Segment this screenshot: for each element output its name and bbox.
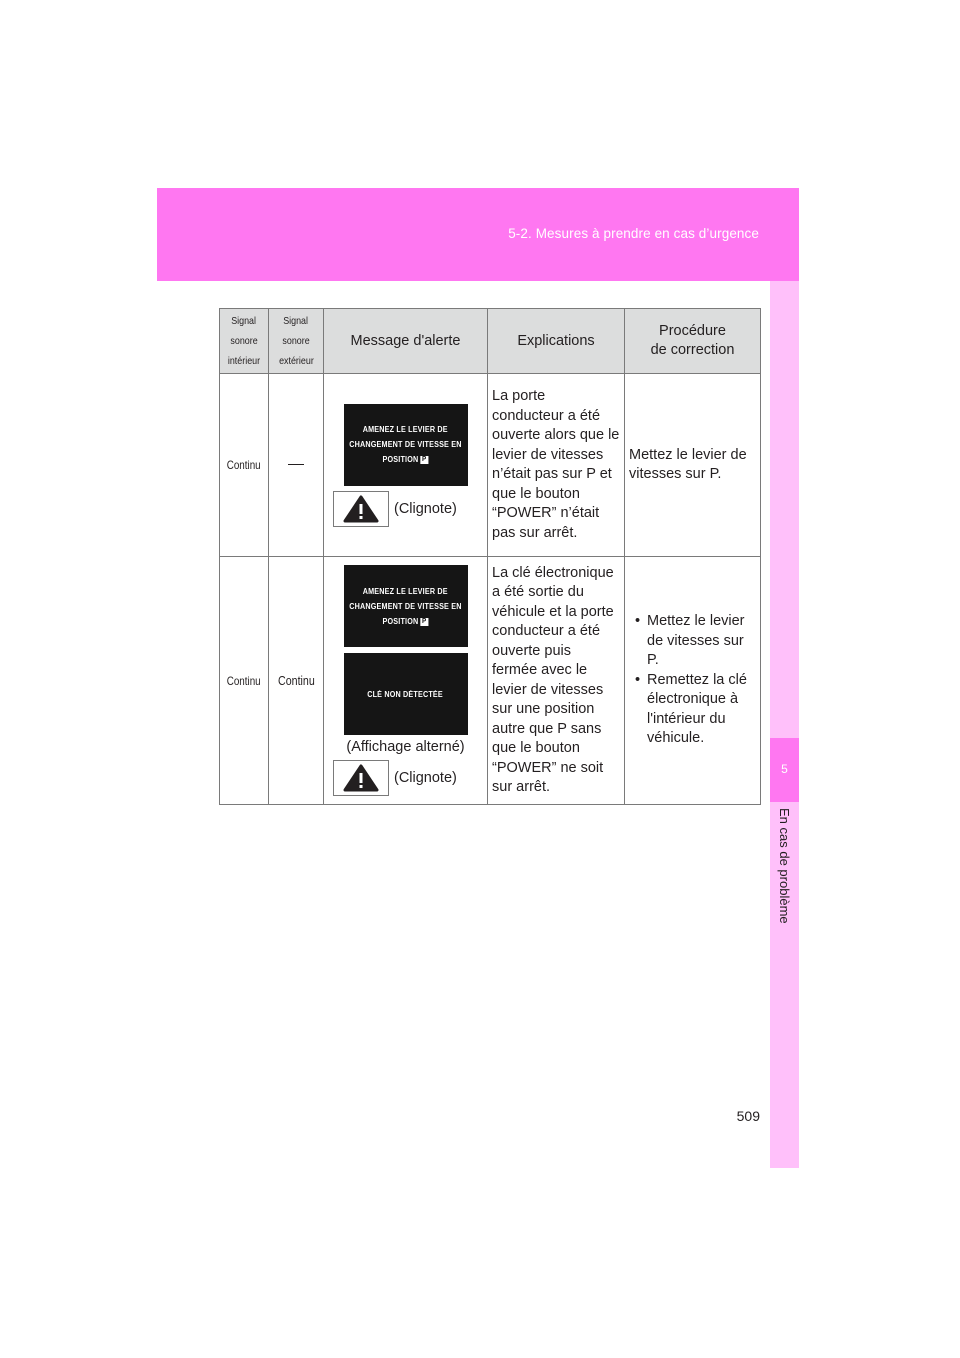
- header-warning-message: Message d'alerte: [324, 309, 488, 374]
- warning-triangle-icon: [342, 494, 380, 524]
- header-explanations: Explications: [488, 309, 625, 374]
- table-header-row: [220, 309, 761, 374]
- side-tab: [770, 281, 799, 1168]
- header-band: [157, 188, 799, 281]
- display-screen: AMENEZ LE LEVIER DE CHANGEMENT DE VITESSE EN POSITION P: [344, 404, 468, 486]
- header-procedure: Procédure de correction: [625, 309, 761, 374]
- explanation-cell: La porte conducteur a été ouverte alors que le levier de vitesses n’était pas sur P et que le bouton “POWER” n’était pas sur arrêt.: [488, 374, 625, 557]
- side-tab-active-chapter[interactable]: [770, 738, 799, 802]
- table-row: [220, 374, 761, 557]
- alert-table: [219, 308, 761, 805]
- warning-indicator-box: [333, 491, 389, 527]
- display-screen: AMENEZ LE LEVIER DE CHANGEMENT DE VITESSE EN POSITION P: [344, 565, 468, 647]
- dash-mark: [288, 464, 304, 465]
- interior-buzzer-cell: Continu: [220, 374, 269, 557]
- alternate-display-label: (Affichage alterné): [346, 739, 465, 755]
- list-item: • Remettez la clé électronique à l'intérieur du véhicule.: [635, 671, 747, 747]
- warning-message-cell: AMENEZ LE LEVIER DE CHANGEMENT DE VITESSE EN POSITION P CLÉ NON DÉTECTÉE (Affichage alterné) (Clignote): [324, 557, 488, 805]
- chapter-number: 5: [781, 762, 788, 776]
- warning-triangle-icon: [342, 763, 380, 793]
- explanation-cell: La clé électronique a été sortie du véhicule et la porte conducteur a été ouverte puis fermée avec le levier de vitesses sur une position autre que P sans que le bouton “POWER” ne soit sur arrêt.: [488, 557, 625, 805]
- procedure-list: [629, 612, 756, 749]
- park-badge: P: [422, 456, 427, 463]
- table-row: [220, 557, 761, 805]
- exterior-buzzer-cell: Continu: [269, 557, 324, 805]
- warning-message-cell: AMENEZ LE LEVIER DE CHANGEMENT DE VITESSE EN POSITION P (Clignote): [324, 374, 488, 557]
- warning-indicator-box: [333, 760, 389, 796]
- section-title: 5-2. Mesures à prendre en cas d’urgence: [508, 226, 759, 241]
- chapter-label: En cas de problème: [777, 808, 792, 924]
- header-interior-buzzer: Signal sonore intérieur: [220, 309, 269, 374]
- procedure-cell: [625, 557, 761, 805]
- park-badge: P: [422, 617, 427, 625]
- page-number: 509: [736, 1108, 760, 1124]
- list-item: • Mettez le levier de vitesses sur P.: [635, 613, 745, 669]
- display-screen-key-not-detected: CLÉ NON DÉTECTÉE: [344, 653, 468, 735]
- interior-buzzer-cell: Continu: [220, 557, 269, 805]
- procedure-cell: Mettez le levier de vitesses sur P.: [625, 374, 761, 557]
- exterior-buzzer-cell: [269, 374, 324, 557]
- header-exterior-buzzer: Signal sonore extérieur: [269, 309, 324, 374]
